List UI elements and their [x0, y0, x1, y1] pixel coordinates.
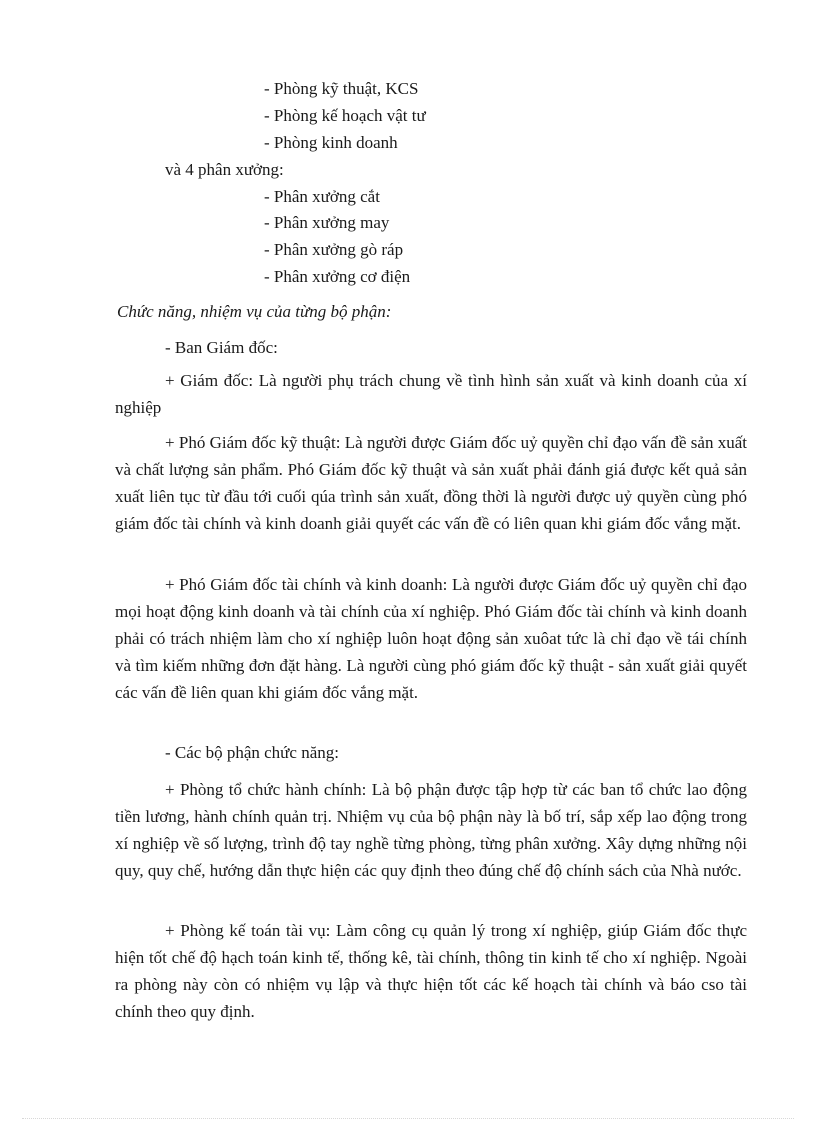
- accounting-department-paragraph: + Phòng kế toán tài vụ: Làm công cụ quản lý trong xí nghiệp, giúp Giám đốc thực hiện tốt chế độ hạch toán kinh tế, thống kê, tài chính, thông tin kinh tế cho xí nghiệp. Ngoài ra phòng này còn có nhiệm vụ lập và thực hiện tốt các kế hoạch tài chính và báo cso tài chính theo quy định.: [115, 921, 747, 1021]
- workshop-item: - Phân xưởng cơ điện: [264, 267, 411, 286]
- functional-heading: - Các bộ phận chức năng:: [165, 743, 339, 762]
- department-item: - Phòng kỹ thuật, KCS: [264, 79, 419, 98]
- workshops-intro: và 4 phân xưởng:: [165, 160, 284, 179]
- workshop-item: - Phân xưởng may: [264, 213, 390, 232]
- department-item: - Phòng kinh doanh: [264, 133, 398, 152]
- deputy-technical-paragraph: + Phó Giám đốc kỹ thuật: Là người được Giám đốc uỷ quyền chỉ đạo vấn đề sản xuất và chất lượng sản phẩm. Phó Giám đốc kỹ thuật và sản xuất phải đánh giá được kết quả sản xuất liên tục từ đầu tới cuối qúa trình sản xuất, đồng thời là người được uỷ quyền cùng phó giám đốc tài chính và kinh doanh giải quyết các vấn đề có liên quan khi giám đốc vắng mặt.: [115, 433, 747, 533]
- workshop-item: - Phân xưởng cắt: [264, 187, 380, 206]
- director-paragraph: + Giám đốc: Là người phụ trách chung về tình hình sản xuất và kinh doanh của xí nghiệp: [115, 371, 747, 417]
- admin-department-paragraph: + Phòng tổ chức hành chính: Là bộ phận được tập hợp từ các ban tổ chức lao động tiền lương, hành chính quản trị. Nhiệm vụ của bộ phận này là bố trí, sắp xếp lao động trong xí nghiệp về số lượng, trình độ tay nghề từng phòng, từng phân xưởng. Xây dựng những nội quy, quy chế, hướng dẫn thực hiện các quy định theo đúng chế độ chính sách của Nhà nước.: [115, 780, 747, 880]
- department-item: - Phòng kế hoạch vật tư: [264, 106, 426, 125]
- page-bottom-divider: [22, 1118, 794, 1119]
- workshop-item: - Phân xưởng gò ráp: [264, 240, 404, 259]
- section-heading: Chức năng, nhiệm vụ của từng bộ phận:: [117, 302, 392, 321]
- board-heading: - Ban Giám đốc:: [165, 338, 278, 357]
- deputy-finance-paragraph: + Phó Giám đốc tài chính và kinh doanh: Là người được Giám đốc uỷ quyền chỉ đạo mọi hoạt động kinh doanh và tài chính của xí nghiệp. Phó Giám đốc tài chính và kinh doanh phải có trách nhiệm làm cho xí nghiệp luôn hoạt động sản xuôat tức là chỉ đạo về tái chính và tìm kiếm những đơn đặt hàng. Là người cùng phó giám đốc kỹ thuật - sản xuất giải quyết các vấn đề liên quan khi giám đốc vắng mặt.: [115, 575, 747, 702]
